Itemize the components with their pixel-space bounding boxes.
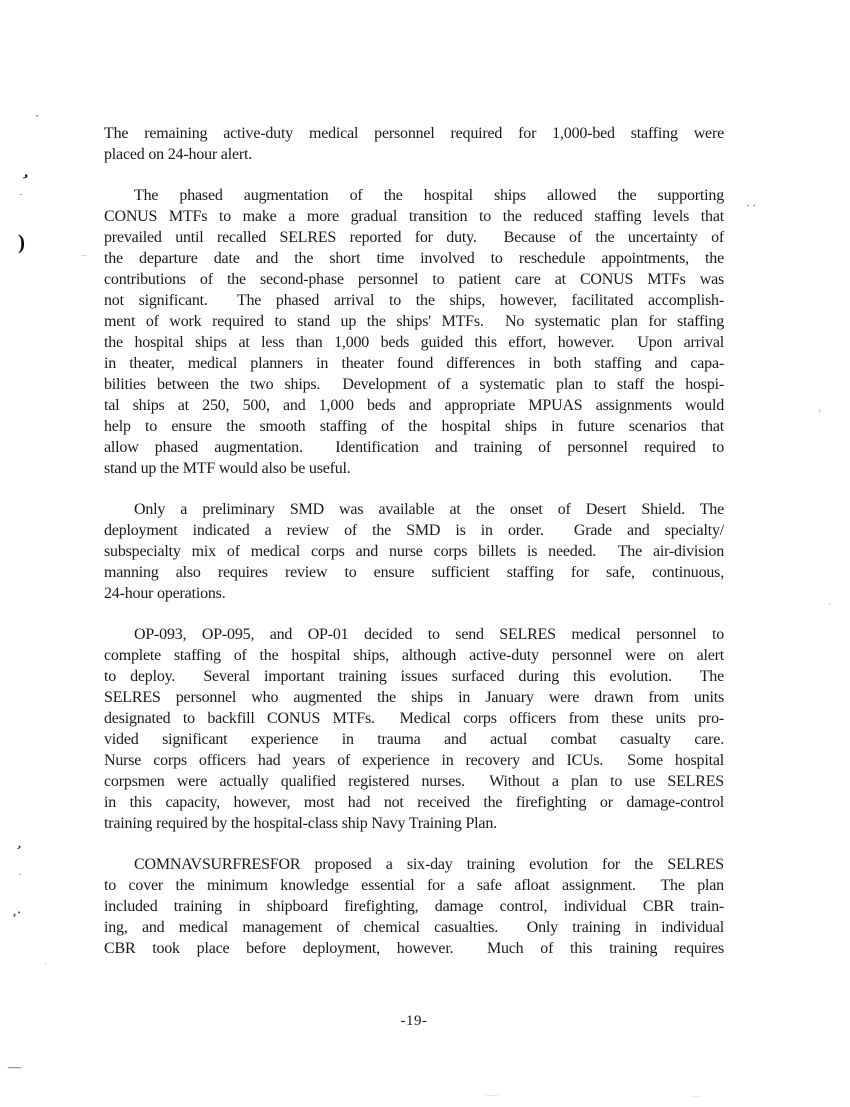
- text-line: contributions of the second-phase personnel to patient care at CONUS MTFs was: [104, 271, 724, 288]
- text-line: the hospital ships at less than 1,000 beds guided this effort, however. Upon arrival: [104, 334, 724, 351]
- text-line: subspecialty mix of medical corps and nurse corps billets is needed. The air-division: [104, 543, 724, 560]
- paragraph: [104, 854, 724, 959]
- faint-scan-line: —: [486, 1087, 498, 1101]
- text-line: SELRES personnel who augmented the ships in January were drawn from units: [104, 689, 724, 706]
- text-line: tal ships at 250, 500, and 1,000 beds and appropriate MPUAS assignments would: [104, 397, 724, 414]
- pen-tick-mark: ’: [13, 841, 24, 858]
- text-line: to deploy. Several important training issues surfaced during this evolution. The: [104, 668, 724, 685]
- text-line: complete staffing of the hospital ships, although active-duty personnel were on alert: [104, 647, 724, 664]
- ink-speck: ’: [818, 409, 822, 420]
- text-line: stand up the MTF would also be useful.: [104, 460, 351, 477]
- faint-scan-line: —: [690, 1088, 702, 1102]
- text-line: CBR took place before deployment, however. Much of this training requires: [104, 940, 724, 957]
- ink-speck: ·: [828, 599, 832, 611]
- text-line: CONUS MTFs to make a more gradual transition to the reduced staffing levels that: [104, 208, 724, 225]
- body-text: [104, 123, 724, 979]
- text-line: allow phased augmentation. Identification and training of personnel required to: [104, 439, 724, 456]
- pen-tick-mark: ‚·: [11, 904, 23, 920]
- text-line: COMNAVSURFRESFOR proposed a six-day training evolution for the SELRES: [134, 856, 724, 873]
- ink-dots: · ·: [746, 200, 757, 212]
- text-line: OP-093, OP-095, and OP-01 decided to send SELRES medical personnel to: [134, 626, 724, 643]
- text-line: prevailed until recalled SELRES reported for duty. Because of the uncertainty of: [104, 229, 724, 246]
- text-line: not significant. The phased arrival to the ships, however, facilitated accomplish-: [104, 292, 724, 309]
- pen-tick-mark: ’: [16, 169, 32, 190]
- smudge-dash: ‐: [19, 189, 23, 200]
- text-line: The phased augmentation of the hospital ships allowed the supporting: [134, 187, 724, 204]
- text-line: training required by the hospital-class ship Navy Training Plan.: [104, 815, 497, 832]
- text-line: manning also requires review to ensure sufficient staffing for safe, continuous,: [104, 564, 724, 581]
- paragraph: [104, 123, 724, 165]
- text-line: ment of work required to stand up the ships' MTFs. No systematic plan for staffing: [104, 313, 724, 330]
- text-line: in theater, medical planners in theater found differences in both staffing and capa-: [104, 355, 724, 372]
- text-line: deployment indicated a review of the SMD is in order. Grade and specialty/: [104, 522, 724, 539]
- text-line: 24-hour operations.: [104, 585, 226, 602]
- ink-speck: ·: [44, 959, 48, 970]
- text-line: corpsmen were actually qualified registered nurses. Without a plan to use SELRES: [104, 773, 724, 790]
- text-line: ing, and medical management of chemical casualties. Only training in individual: [104, 919, 724, 936]
- page-number: -19-: [400, 1013, 428, 1029]
- text-line: bilities between the two ships. Development of a systematic plan to staff the hospi-: [104, 376, 724, 393]
- text-line: in this capacity, however, most had not received the firefighting or damage-control: [104, 794, 724, 811]
- text-line: the departure date and the short time involved to reschedule appointments, the: [104, 250, 724, 267]
- margin-dash: —: [8, 1059, 21, 1074]
- text-line: help to ensure the smooth staffing of the hospital ships in future scenarios that: [104, 418, 724, 435]
- text-line: included training in shipboard firefighting, damage control, individual CBR train-: [104, 898, 724, 915]
- text-line: The remaining active-duty medical personnel required for 1,000-bed staffing were: [104, 125, 724, 142]
- paragraph: [104, 185, 724, 479]
- ink-dot: ·: [35, 108, 40, 123]
- paragraph: [104, 499, 724, 604]
- text-line: Only a preliminary SMD was available at the onset of Desert Shield. The: [134, 501, 724, 518]
- text-line: placed on 24-hour alert.: [104, 146, 253, 163]
- handwritten-paren-mark: ): [18, 230, 25, 254]
- text-line: designated to backfill CONUS MTFs. Medical corps officers from these units pro-: [104, 710, 724, 727]
- text-line: vided significant experience in trauma and actual combat casualty care.: [104, 731, 724, 748]
- ink-speck: ·: [18, 869, 22, 881]
- paragraph: [104, 624, 724, 834]
- text-line: Nurse corps officers had years of experience in recovery and ICUs. Some hospital: [104, 752, 724, 769]
- text-line: to cover the minimum knowledge essential for a safe afloat assignment. The plan: [104, 877, 724, 894]
- smudge-dash: –: [81, 249, 87, 261]
